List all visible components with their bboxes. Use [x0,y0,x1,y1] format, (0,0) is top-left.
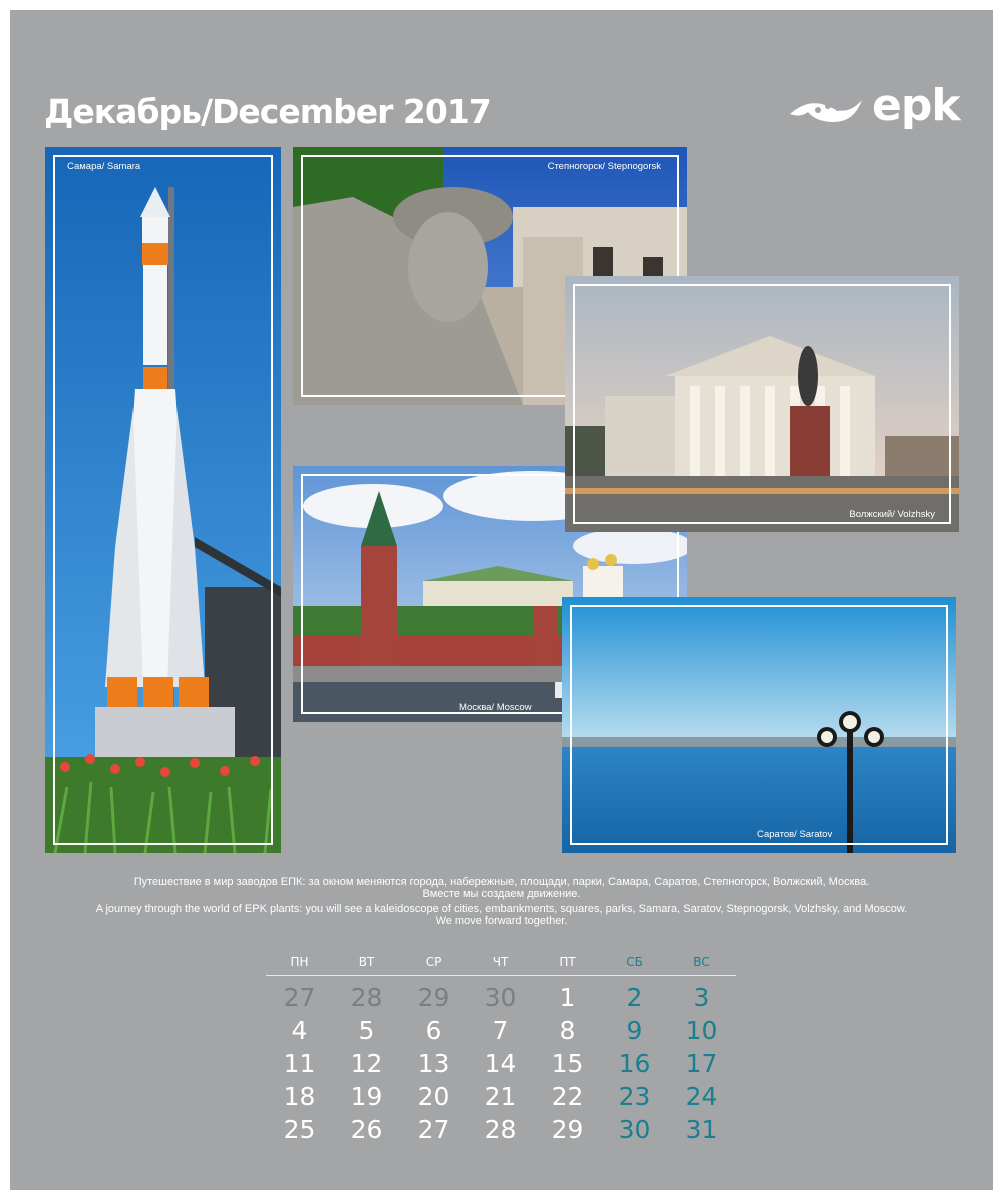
day-cell: 31 [685,1115,718,1144]
day-cell: 11 [283,1049,316,1078]
day-cell: 3 [693,983,710,1012]
day-cell: 16 [618,1049,651,1078]
weekday-sun: ВС [693,955,710,969]
day-cell: 25 [283,1115,316,1144]
day-cell: 1 [559,983,576,1012]
photo-volzhsky [565,276,959,532]
weekday-header [266,955,736,976]
day-cell: 23 [618,1082,651,1111]
day-cell: 27 [283,983,316,1012]
day-cell: 6 [425,1016,442,1045]
day-cell: 7 [492,1016,509,1045]
description-ru-line1: Путешествие в мир заводов ЕПК: за окном меняются города, набережные, площади, парки, Самара, Саратов, Степногорск, Волжский, Москва. [133,876,870,888]
day-cell: 10 [685,1016,718,1045]
day-cell: 12 [350,1049,383,1078]
day-cell: 24 [685,1082,718,1111]
weekday-fri: ПТ [559,955,576,969]
day-cell: 8 [559,1016,576,1045]
photo-samara [45,147,281,853]
day-cell: 26 [350,1115,383,1144]
day-cell: 14 [484,1049,517,1078]
day-cell: 21 [484,1082,517,1111]
caption-stepnogorsk: Степногорск/ Stepnogorsk [547,161,661,172]
day-cell: 17 [685,1049,718,1078]
weekday-tue: ВТ [358,955,375,969]
day-cell: 30 [618,1115,651,1144]
day-cell: 28 [350,983,383,1012]
weekday-mon: ПН [290,955,309,969]
description-en-line2: We move forward together. [435,915,568,927]
week-row [266,1047,736,1080]
caption-volzhsky: Волжский/ Volzhsky [849,509,935,520]
day-cell: 27 [417,1115,450,1144]
week-row [266,981,736,1014]
description-en [60,903,943,927]
day-cell: 13 [417,1049,450,1078]
logo-text: epk [872,80,960,131]
description-en-line1: A journey through the world of EPK plants: you will see a kaleidoscope of cities, embankments, squares, parks, Samara, Saratov, Stepnogorsk, Volzhsky, and Moscow. [95,903,908,915]
weekday-wed: СР [425,955,442,969]
caption-moscow: Москва/ Moscow [459,702,532,713]
day-cell: 15 [551,1049,584,1078]
day-cell: 4 [291,1016,308,1045]
day-cell: 5 [358,1016,375,1045]
week-row [266,1113,736,1146]
description-ru [60,876,943,900]
page-title: Декабрь/December 2017 [44,92,491,131]
weekday-sat: СБ [626,955,643,969]
day-cell: 2 [626,983,643,1012]
weekday-thu: ЧТ [492,955,509,969]
day-cell: 18 [283,1082,316,1111]
day-cell: 22 [551,1082,584,1111]
day-cell: 28 [484,1115,517,1144]
photo-saratov [562,597,956,853]
day-cell: 29 [551,1115,584,1144]
calendar-grid [266,955,736,1146]
day-cell: 30 [484,983,517,1012]
day-cell: 20 [417,1082,450,1111]
caption-samara: Самара/ Samara [67,161,141,172]
week-row [266,1080,736,1113]
day-cell: 19 [350,1082,383,1111]
description-ru-line2: Вместе мы создаем движение. [422,888,581,900]
caption-saratov: Саратов/ Saratov [757,829,833,840]
day-cell: 9 [626,1016,643,1045]
day-cell: 29 [417,983,450,1012]
week-row [266,1014,736,1047]
